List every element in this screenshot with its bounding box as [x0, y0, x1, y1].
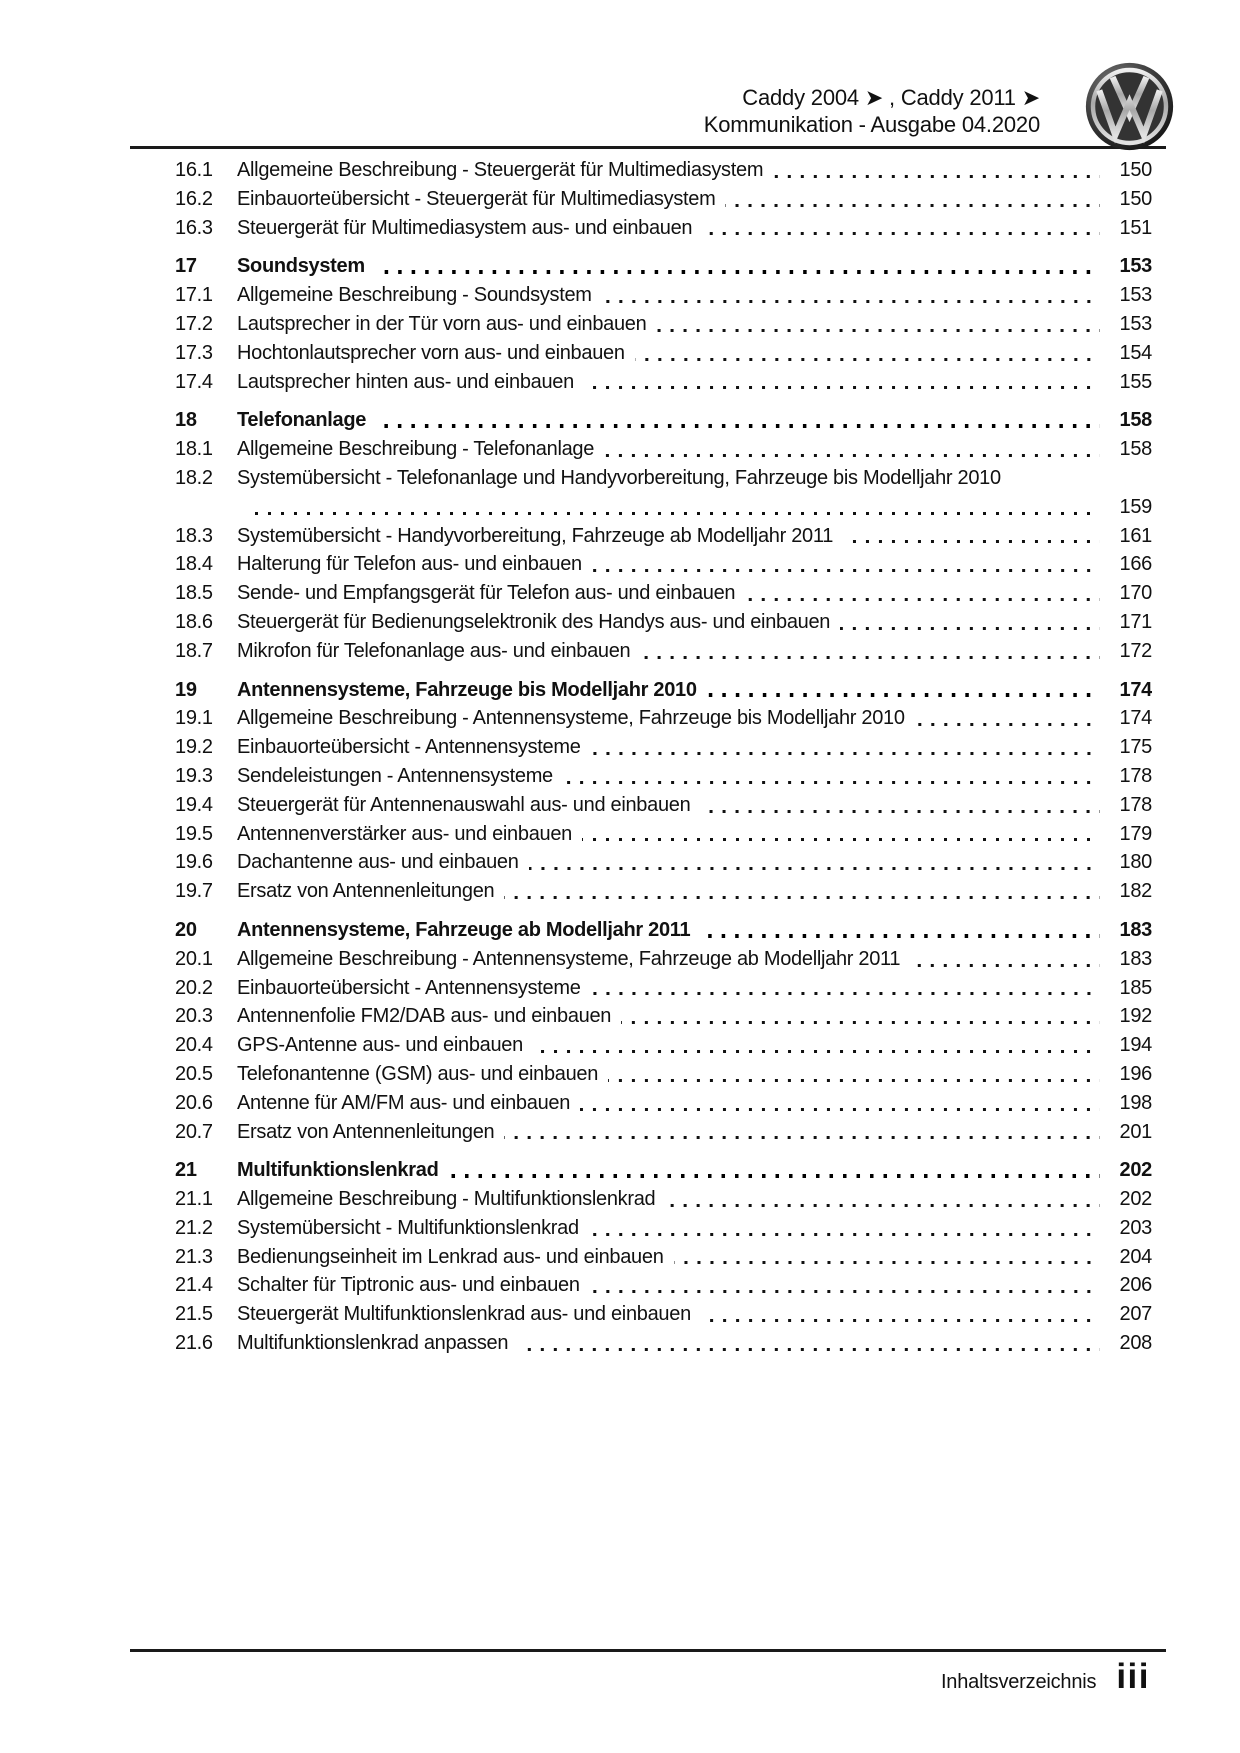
toc-entry-page: 151 — [1106, 214, 1152, 1753]
toc-entry-title: Antenne für AM/FM aus- und einbauen — [237, 1091, 571, 1114]
toc-entry — [175, 945, 1152, 974]
toc-entry — [175, 762, 1152, 791]
dot-leader — [589, 1233, 1100, 1236]
toc-entry — [175, 1118, 1152, 1147]
dot-leader — [582, 838, 1100, 841]
toc-entry-title: Einbauorteübersicht - Steuergerät für Multimediasystem — [237, 187, 716, 210]
toc-entry-page: 183 — [1106, 916, 1152, 1753]
dot-leader — [592, 569, 1100, 572]
header-divider — [130, 146, 1166, 149]
toc-entry-title: Multifunktionslenkrad — [237, 1159, 439, 1182]
toc-entry — [175, 368, 1152, 397]
toc-entry-page: 180 — [1106, 848, 1152, 1753]
toc-entry-title: Mikrofon für Telefonanlage aus- und einbauen — [237, 639, 631, 662]
toc-entry — [175, 1002, 1152, 1031]
toc-entry-page: 204 — [1106, 1243, 1152, 1753]
toc-entry-number: 17.4 — [175, 370, 213, 393]
toc-entry — [175, 1243, 1152, 1272]
toc-entry — [175, 637, 1152, 666]
toc-entry-number: 16.2 — [175, 187, 213, 210]
dot-leader — [529, 867, 1100, 870]
toc-entry-title: Einbauorteübersicht - Antennensysteme — [237, 736, 581, 759]
toc-entry-page: 161 — [1106, 522, 1152, 1753]
dot-leader — [590, 1290, 1100, 1293]
page-footer — [941, 1656, 1150, 1698]
toc-entry-number: 20.2 — [175, 976, 213, 999]
dot-leader — [584, 386, 1100, 389]
toc-entry-title: Steuergerät für Multimediasystem aus- und einbauen — [237, 216, 693, 239]
toc-entry-title: Telefonanlage — [237, 409, 367, 432]
header-edition-line: Kommunikation - Ausgabe 04.2020 — [703, 112, 1040, 137]
toc-entry-page: 174 — [1106, 704, 1152, 1753]
footer-page-number: iii — [1116, 1657, 1150, 1696]
toc-entry-number: 18.3 — [175, 524, 213, 547]
dot-leader — [375, 270, 1100, 274]
toc-entry — [175, 676, 1152, 705]
dot-leader — [591, 752, 1100, 755]
toc-entry — [175, 252, 1152, 281]
toc-entry — [175, 877, 1152, 906]
dot-leader — [702, 232, 1100, 235]
toc-entry-number: 20.7 — [175, 1120, 213, 1143]
toc-entry — [175, 281, 1152, 310]
footer-divider — [130, 1649, 1166, 1652]
toc-entry-page: 196 — [1106, 1060, 1152, 1753]
toc-entry-title: Lautsprecher in der Tür vorn aus- und einbauen — [237, 312, 647, 335]
toc-entry-page: 182 — [1106, 877, 1152, 1753]
dot-leader — [745, 598, 1100, 601]
toc-entry-number: 16.3 — [175, 216, 213, 239]
toc-entry — [175, 435, 1152, 464]
toc-entry-title: Antennensysteme, Fahrzeuge bis Modelljahr 2010 — [237, 678, 697, 701]
toc-entry-number: 19.4 — [175, 793, 213, 816]
toc-entry-number: 21.6 — [175, 1332, 213, 1355]
toc-entry-continuation — [175, 493, 1152, 522]
toc-entry-number: 18 — [175, 409, 197, 432]
dot-leader — [608, 1079, 1100, 1082]
toc-entry-page: 150 — [1106, 156, 1152, 1753]
toc-entry — [175, 848, 1152, 877]
toc-entry-title: Einbauorteübersicht - Antennensysteme — [237, 976, 581, 999]
dot-leader — [700, 934, 1100, 938]
toc-entry-page: 175 — [1106, 733, 1152, 1753]
toc-entry-number: 21.1 — [175, 1188, 213, 1211]
vw-logo — [1085, 62, 1174, 151]
toc-entry-number: 18.1 — [175, 438, 213, 461]
toc-entry-title: Hochtonlautsprecher vorn aus- und einbauen — [237, 341, 625, 364]
toc-entry-page: 166 — [1106, 550, 1152, 1753]
toc-entry — [175, 156, 1152, 185]
table-of-contents — [175, 156, 1152, 1358]
toc-entry-title: Antennensysteme, Fahrzeuge ab Modelljahr 2011 — [237, 918, 691, 941]
toc-entry-number: 21 — [175, 1159, 197, 1182]
dot-leader — [773, 175, 1100, 178]
toc-entry-number: 18.6 — [175, 610, 213, 633]
dot-leader — [665, 1204, 1100, 1207]
toc-entry-page: 159 — [1106, 493, 1152, 1753]
toc-entry-page: 178 — [1106, 791, 1152, 1753]
toc-entry-page: 198 — [1106, 1089, 1152, 1753]
toc-entry-number: 21.3 — [175, 1245, 213, 1268]
dot-leader — [518, 1348, 1100, 1351]
toc-entry — [175, 733, 1152, 762]
toc-entry-title: Antennenfolie FM2/DAB aus- und einbauen — [237, 1005, 612, 1028]
toc-entry-title: Telefonantenne (GSM) aus- und einbauen — [237, 1062, 599, 1085]
toc-entry-title: Ersatz von Antennenleitungen — [237, 1120, 495, 1143]
toc-entry-page: 154 — [1106, 339, 1152, 1753]
toc-entry-number: 20.4 — [175, 1034, 213, 1057]
dot-leader — [656, 329, 1100, 332]
toc-entry-title: Dachantenne aus- und einbauen — [237, 851, 519, 874]
toc-entry — [175, 1185, 1152, 1214]
dot-leader — [840, 627, 1100, 630]
toc-entry-title: Systemübersicht - Telefonanlage und Handyvorbereitung, Fahrzeuge bis Modelljahr 2010 — [237, 466, 1001, 489]
toc-entry-page: 206 — [1106, 1271, 1152, 1753]
toc-entry-page: 201 — [1106, 1118, 1152, 1753]
toc-entry-page: 153 — [1106, 310, 1152, 1753]
toc-entry-title: Systemübersicht - Multifunktionslenkrad — [237, 1216, 579, 1239]
toc-entry-number: 21.4 — [175, 1274, 213, 1297]
dot-leader — [674, 1261, 1100, 1264]
toc-entry-number: 17.2 — [175, 312, 213, 335]
toc-entry-page: 185 — [1106, 974, 1152, 1753]
toc-entry-number: 17 — [175, 255, 197, 278]
dot-leader — [247, 512, 1100, 515]
toc-entry-page: 179 — [1106, 820, 1152, 1753]
toc-entry-number: 19.1 — [175, 707, 213, 730]
toc-entry — [175, 550, 1152, 579]
toc-entry — [175, 1031, 1152, 1060]
toc-entry-number: 20.6 — [175, 1091, 213, 1114]
header-vehicle-line: Caddy 2004 ➤ , Caddy 2011 ➤ — [742, 85, 1040, 110]
dot-leader — [910, 964, 1100, 967]
toc-entry-page: 174 — [1106, 676, 1152, 1753]
toc-entry — [175, 1329, 1152, 1358]
toc-entry-number: 20.3 — [175, 1005, 213, 1028]
dot-leader — [376, 424, 1100, 428]
dot-leader — [563, 781, 1100, 784]
toc-entry-page: 170 — [1106, 579, 1152, 1753]
dot-leader — [915, 723, 1100, 726]
toc-entry-title: Halterung für Telefon aus- und einbauen — [237, 553, 582, 576]
dot-leader — [591, 992, 1100, 995]
toc-entry-title: Allgemeine Beschreibung - Soundsystem — [237, 284, 592, 307]
toc-entry-title: Ersatz von Antennenleitungen — [237, 880, 495, 903]
toc-entry-page: 208 — [1106, 1329, 1152, 1753]
toc-entry-number: 17.3 — [175, 341, 213, 364]
toc-entry-title: Soundsystem — [237, 255, 365, 278]
toc-entry-title: Sendeleistungen - Antennensysteme — [237, 764, 553, 787]
toc-entry-title: GPS-Antenne aus- und einbauen — [237, 1034, 523, 1057]
toc-entry-number: 21.2 — [175, 1216, 213, 1239]
toc-entry — [175, 339, 1152, 368]
toc-entry — [175, 214, 1152, 243]
dot-leader — [504, 896, 1100, 899]
toc-entry — [175, 1089, 1152, 1118]
dot-leader — [580, 1108, 1100, 1111]
toc-entry-number: 18.2 — [175, 466, 213, 489]
toc-entry-number: 19.5 — [175, 822, 213, 845]
toc-entry-number: 20.1 — [175, 947, 213, 970]
toc-entry-page: 202 — [1106, 1156, 1152, 1753]
dot-leader — [725, 204, 1100, 207]
footer-section-label: Inhaltsverzeichnis — [940, 1671, 1097, 1693]
toc-entry-page: 153 — [1106, 281, 1152, 1753]
dot-leader — [707, 693, 1100, 697]
toc-entry-title: Steuergerät für Bedienungselektronik des Handys aus- und einbauen — [237, 610, 831, 633]
toc-entry-page: 178 — [1106, 762, 1152, 1753]
toc-entry — [175, 1214, 1152, 1243]
toc-entry-title: Allgemeine Beschreibung - Antennensysteme, Fahrzeuge ab Modelljahr 2011 — [237, 947, 901, 970]
dot-leader — [533, 1050, 1100, 1053]
toc-entry-number: 16.1 — [175, 159, 213, 181]
toc-entry — [175, 1156, 1152, 1185]
toc-entry-title: Systemübersicht - Handyvorbereitung, Fahrzeuge ab Modelljahr 2011 — [237, 524, 834, 547]
toc-entry-title: Multifunktionslenkrad anpassen — [237, 1332, 509, 1355]
toc-entry — [175, 310, 1152, 339]
toc-entry — [175, 464, 1152, 493]
toc-entry-page: 158 — [1106, 406, 1152, 1753]
toc-entry — [175, 406, 1152, 435]
toc-entry-number: 20.5 — [175, 1062, 213, 1085]
toc-entry-number: 18.5 — [175, 582, 213, 605]
toc-entry — [175, 579, 1152, 608]
toc-entry-title: Lautsprecher hinten aus- und einbauen — [237, 370, 574, 393]
toc-entry-number: 18.4 — [175, 553, 213, 576]
toc-entry-title: Antennenverstärker aus- und einbauen — [237, 822, 572, 845]
toc-entry-page: 150 — [1106, 185, 1152, 1753]
dot-leader — [621, 1021, 1100, 1024]
toc-entry-page: 158 — [1106, 435, 1152, 1753]
dot-leader — [604, 454, 1100, 457]
dot-leader — [701, 1319, 1100, 1322]
toc-entry — [175, 522, 1152, 551]
toc-entry-number: 19 — [175, 678, 197, 701]
toc-entry-page: 155 — [1106, 368, 1152, 1753]
toc-entry-page: 172 — [1106, 637, 1152, 1753]
toc-entry-page: 183 — [1106, 945, 1152, 1753]
toc-entry-title: Allgemeine Beschreibung - Telefonanlage — [237, 438, 595, 461]
dot-leader — [602, 300, 1100, 303]
toc-entry-number: 20 — [175, 918, 197, 941]
dot-leader — [448, 1174, 1100, 1178]
toc-entry — [175, 820, 1152, 849]
toc-entry-page: 153 — [1106, 252, 1152, 1753]
toc-entry-page: 207 — [1106, 1300, 1152, 1753]
toc-entry-title: Allgemeine Beschreibung - Multifunktionslenkrad — [237, 1188, 656, 1211]
toc-entry-number: 19.2 — [175, 736, 213, 759]
toc-entry-number: 17.1 — [175, 284, 213, 307]
toc-entry — [175, 1060, 1152, 1089]
page-header — [704, 84, 1040, 138]
toc-entry-number: 21.5 — [175, 1303, 213, 1326]
toc-entry-page: 171 — [1106, 608, 1152, 1753]
toc-entry — [175, 704, 1152, 733]
toc-entry-number: 19.3 — [175, 764, 213, 787]
toc-entry-title: Sende- und Empfangsgerät für Telefon aus- und einbauen — [237, 582, 736, 605]
toc-entry — [175, 916, 1152, 945]
dot-leader — [504, 1136, 1100, 1139]
dot-leader — [635, 358, 1100, 361]
toc-entry-number: 19.7 — [175, 880, 213, 903]
dot-leader — [843, 540, 1100, 543]
toc-entry-page: 202 — [1106, 1185, 1152, 1753]
toc-entry — [175, 608, 1152, 637]
toc-entry-title: Schalter für Tiptronic aus- und einbauen — [237, 1274, 580, 1297]
toc-entry-title: Steuergerät Multifunktionslenkrad aus- und einbauen — [237, 1303, 691, 1326]
toc-entry-page: 194 — [1106, 1031, 1152, 1753]
toc-entry-title: Allgemeine Beschreibung - Steuergerät für Multimediasystem — [237, 159, 764, 181]
toc-entry — [175, 974, 1152, 1003]
toc-entry-title: Bedienungseinheit im Lenkrad aus- und einbauen — [237, 1245, 664, 1268]
toc-entry-title: Allgemeine Beschreibung - Antennensysteme, Fahrzeuge bis Modelljahr 2010 — [237, 707, 905, 730]
dot-leader — [640, 656, 1100, 659]
toc-entry — [175, 1271, 1152, 1300]
toc-entry-number: 19.6 — [175, 851, 213, 874]
toc-entry-number: 18.7 — [175, 639, 213, 662]
toc-entry — [175, 791, 1152, 820]
toc-entry — [175, 185, 1152, 214]
toc-entry — [175, 1300, 1152, 1329]
dot-leader — [700, 810, 1100, 813]
toc-entry-title: Steuergerät für Antennenauswahl aus- und einbauen — [237, 793, 691, 816]
toc-entry-page: 203 — [1106, 1214, 1152, 1753]
toc-entry-page: 192 — [1106, 1002, 1152, 1753]
